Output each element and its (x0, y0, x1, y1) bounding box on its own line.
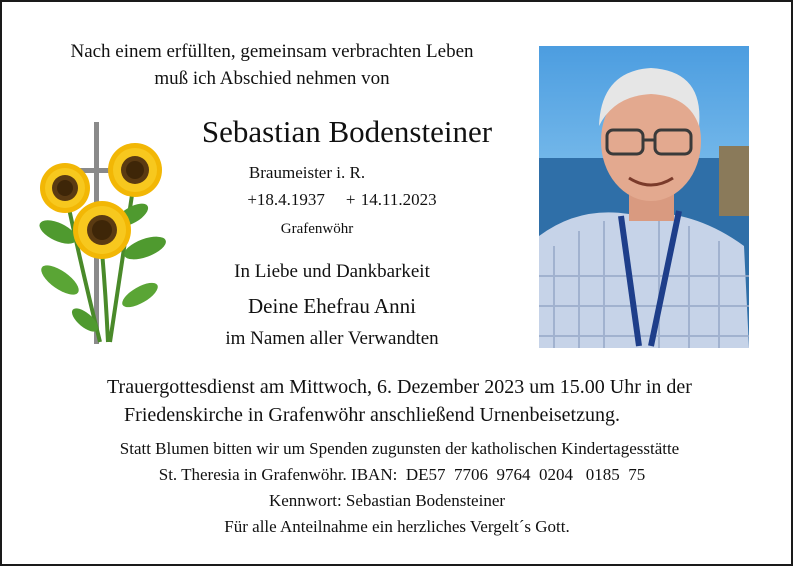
service-line-1: Trauergottesdienst am Mittwoch, 6. Dezember 2023 um 15.00 Uhr in der (107, 376, 692, 398)
intro-line-2: muß ich Abschied nehmen von (154, 68, 390, 89)
service-line-2: Friedenskirche in Grafenwöhr anschließend Urnenbeisetzung. (124, 404, 620, 426)
deceased-name: Sebastian Bodensteiner (201, 114, 493, 149)
thanks-line: Für alle Anteilnahme ein herzliches Vergelt´s Gott. (224, 517, 570, 536)
mourner-line-2: Deine Ehefrau Anni (248, 294, 416, 318)
sunflowers-with-cross-icon (30, 120, 180, 350)
intro-line-1: Nach einem erfüllten, gemeinsam verbrachten Leben (70, 41, 474, 62)
hometown: Grafenwöhr (280, 221, 354, 237)
donation-line-1: Statt Blumen bitten wir um Spenden zugunsten der katholischen Kindertagesstätte (119, 439, 680, 458)
mourner-line-3: im Namen aller Verwandten (225, 328, 439, 349)
life-dates: +18.4.1937 + 14.11.2023 (247, 190, 437, 209)
deceased-occupation: Braumeister i. R. (248, 163, 366, 182)
donation-keyword: Kennwort: Sebastian Bodensteiner (268, 491, 506, 510)
portrait-photo (539, 46, 749, 348)
mourner-line-1: In Liebe und Dankbarkeit (234, 261, 430, 282)
donation-line-2: St. Theresia in Grafenwöhr. IBAN: DE57 7706 9764 0204 0185 75 (158, 465, 646, 484)
